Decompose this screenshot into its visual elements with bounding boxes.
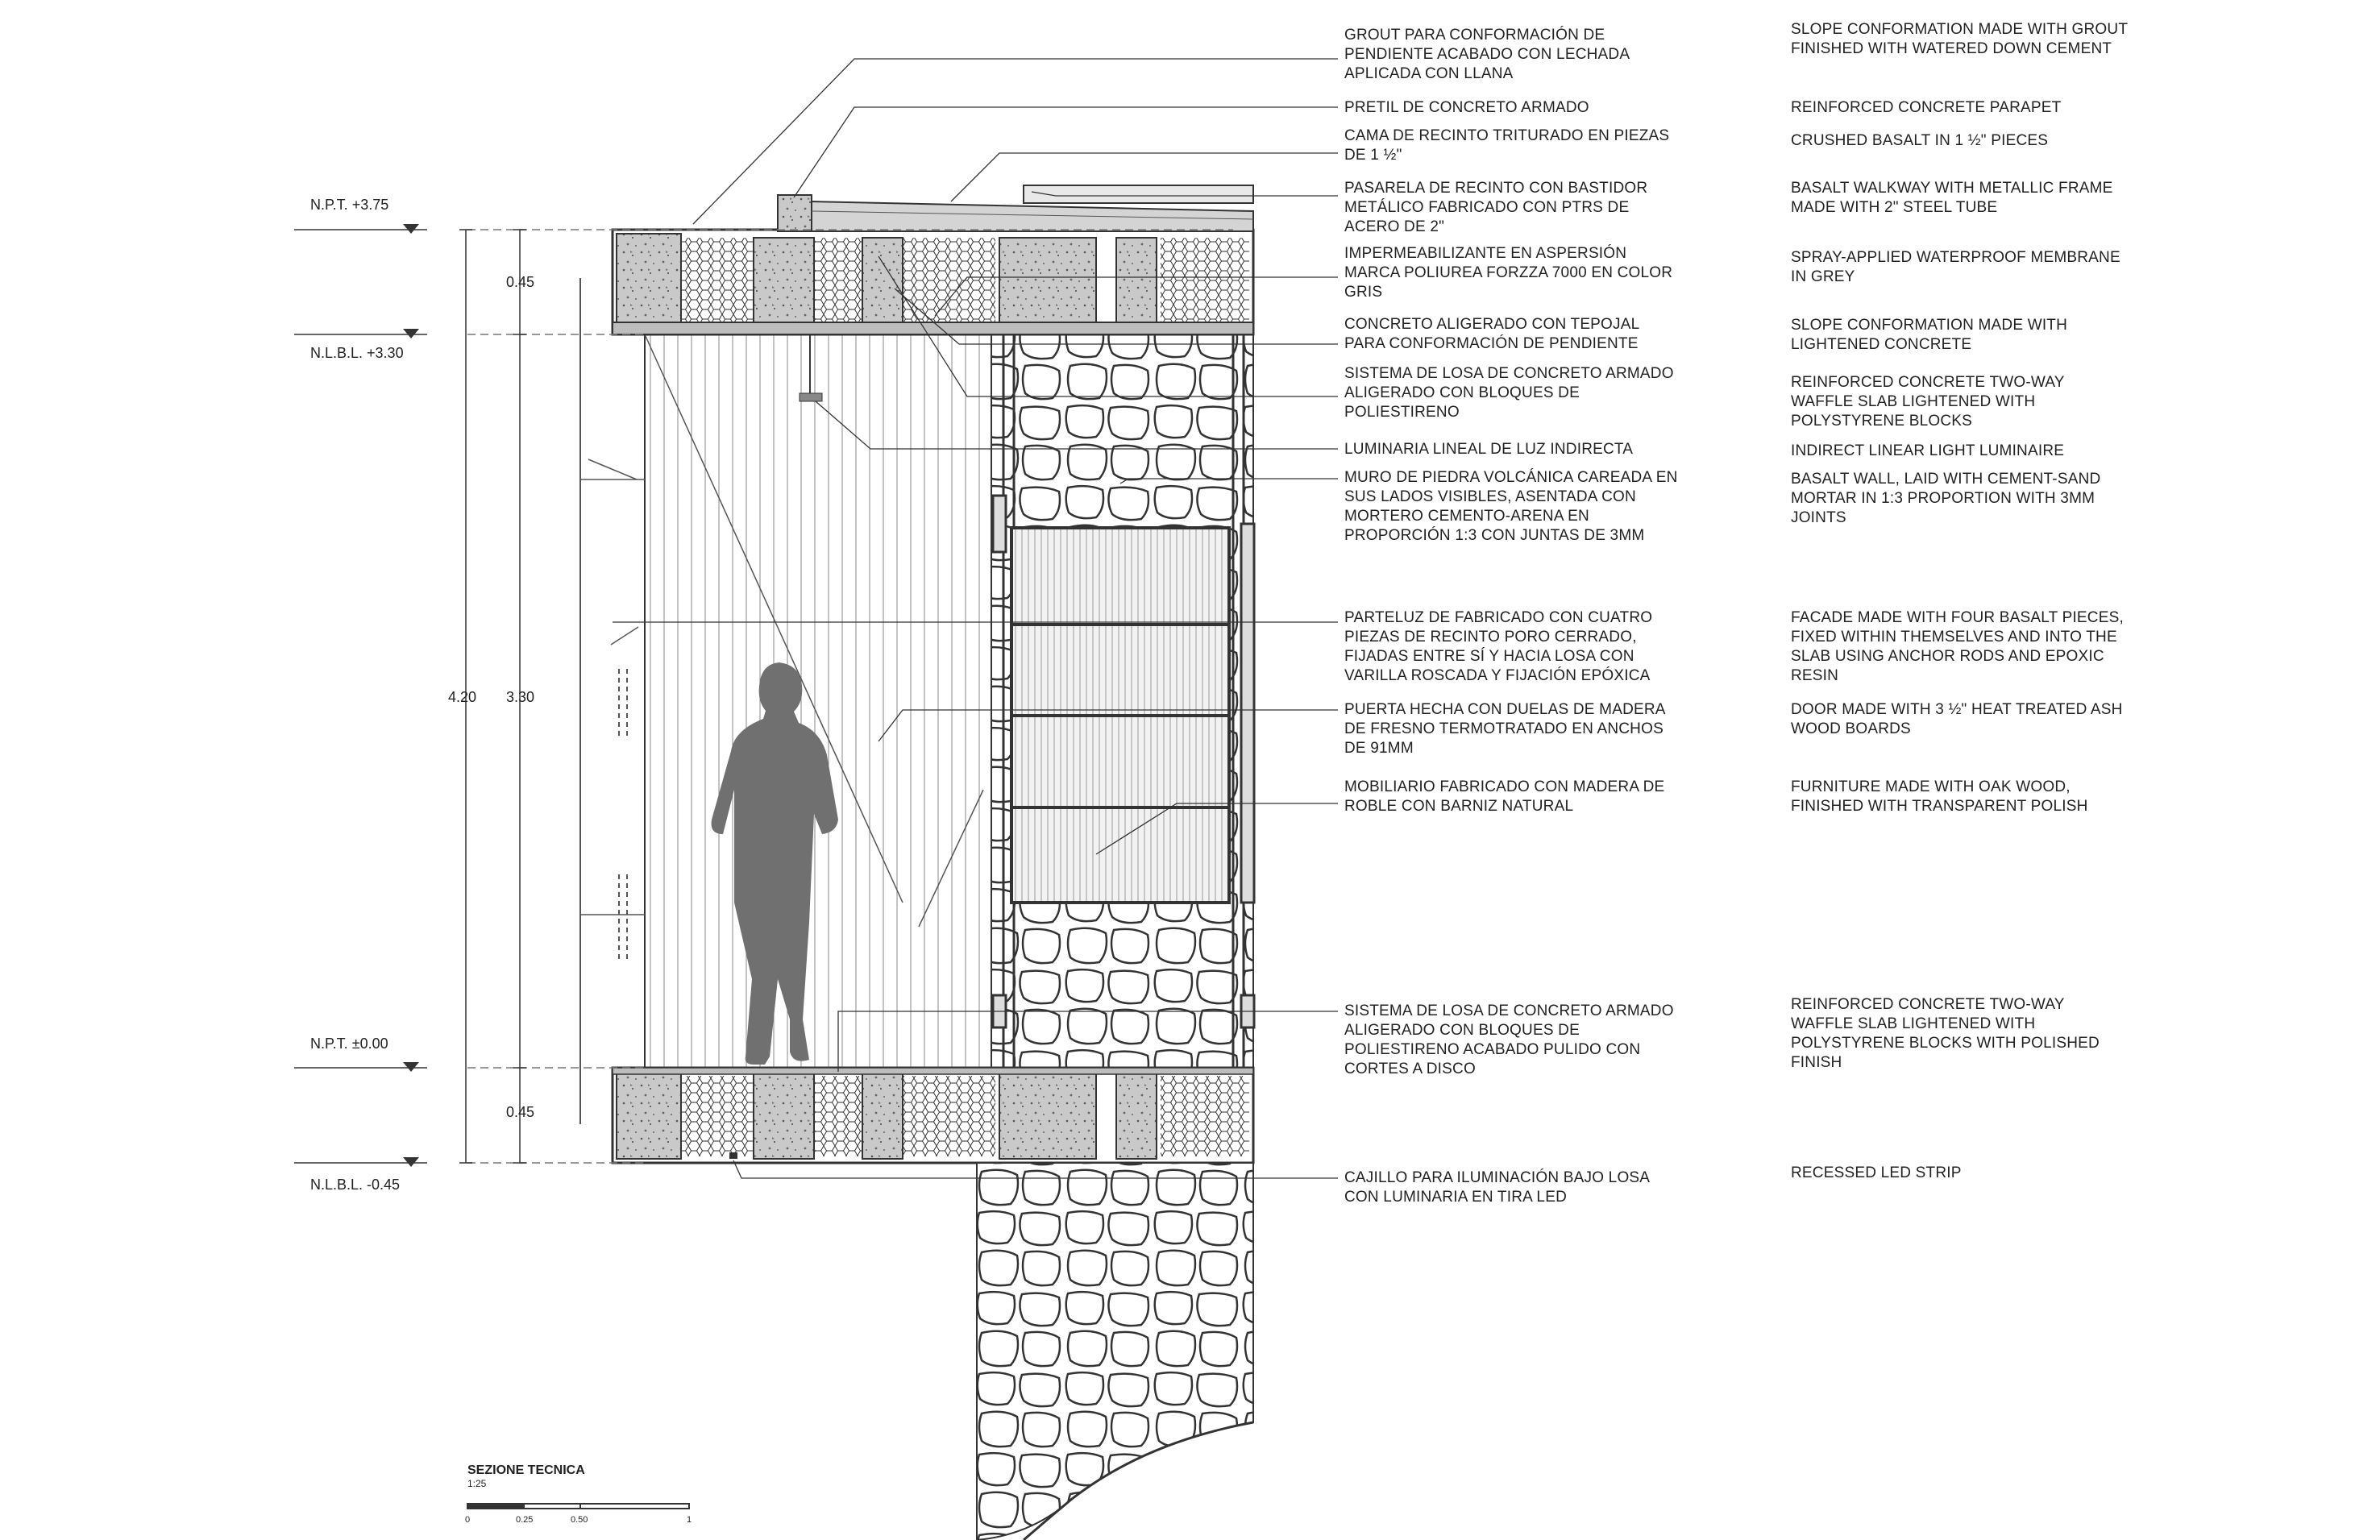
drawing-title: SEZIONE TECNICA (467, 1463, 585, 1477)
level-markers (403, 224, 419, 1167)
level-nlbl-bottom: N.L.B.L. -0.45 (310, 1177, 401, 1193)
level-npt-floor: N.P.T. ±0.00 (310, 1036, 388, 1052)
level-nlbl-top: N.L.B.L. +3.30 (310, 345, 404, 361)
note-en-9: BASALT WALL, LAID WITH CEMENT-SAND MORTAR IN 1:3 PROPORTION WITH 3MM JOINTS (1791, 471, 2101, 526)
scalebar-tick-0: 0 (465, 1515, 471, 1525)
scale-bar (467, 1504, 689, 1509)
note-es-3: CAMA DE RECINTO TRITURADO EN PIEZAS DE 1 ½" (1344, 127, 1670, 164)
scalebar-tick-1: 1 (687, 1515, 692, 1525)
note-en-14: RECESSED LED STRIP (1791, 1164, 1962, 1181)
scalebar-tick-050: 0.50 (571, 1515, 588, 1525)
note-en-8: INDIRECT LINEAR LIGHT LUMINAIRE (1791, 442, 2065, 459)
note-en-3: CRUSHED BASALT IN 1 ½" PIECES (1791, 132, 2049, 149)
note-es-5: IMPERMEABILIZANTE EN ASPERSIÓN MARCA POLIUREA FORZZA 7000 EN COLOR GRIS (1344, 245, 1673, 301)
note-en-6: SLOPE CONFORMATION MADE WITH LIGHTENED CONCRETE (1791, 317, 2068, 353)
note-en-13: REINFORCED CONCRETE TWO-WAY WAFFLE SLAB LIGHTENED WITH POLYSTYRENE BLOCKS WITH POLISHED FINISH (1791, 996, 2100, 1071)
note-en-10: FACADE MADE WITH FOUR BASALT PIECES, FIXED WITHIN THEMSELVES AND INTO THE SLAB USING ANCHOR RODS AND EPOXIC RESIN (1791, 609, 2124, 684)
dimension-clear: 3.30 (506, 689, 535, 705)
note-en-1: SLOPE CONFORMATION MADE WITH GROUT FINISHED WITH WATERED DOWN CEMENT (1791, 21, 2128, 57)
note-es-4: PASARELA DE RECINTO CON BASTIDOR METÁLICO FABRICADO CON PTRS DE ACERO DE 2" (1344, 180, 1648, 235)
note-es-11: PUERTA HECHA CON DUELAS DE MADERA DE FRESNO TERMOTRATADO EN ANCHOS DE 91MM (1344, 701, 1665, 757)
level-npt-top: N.P.T. +3.75 (310, 197, 389, 213)
note-en-11: DOOR MADE WITH 3 ½" HEAT TREATED ASH WOOD BOARDS (1791, 701, 2123, 737)
interior-hatch (645, 334, 983, 1068)
note-es-7: SISTEMA DE LOSA DE CONCRETO ARMADO ALIGERADO CON BLOQUES DE POLIESTIRENO (1344, 365, 1674, 421)
note-en-5: SPRAY-APPLIED WATERPROOF MEMBRANE IN GREY (1791, 249, 2120, 285)
note-es-6: CONCRETO ALIGERADO CON TEPOJAL PARA CONFORMACIÓN DE PENDIENTE (1344, 316, 1639, 352)
note-en-2: REINFORCED CONCRETE PARAPET (1791, 99, 2062, 116)
note-es-10: PARTELUZ DE FABRICADO CON CUATRO PIEZAS DE RECINTO PORO CERRADO, FIJADAS ENTRE SÍ Y HACIA LOSA CON VARILLA ROSCADA Y FIJACIÓN EPÓXICA (1344, 609, 1653, 684)
note-es-14: CAJILLO PARA ILUMINACIÓN BAJO LOSA CON LUMINARIA EN TIRA LED (1344, 1169, 1650, 1206)
foundation-wall (977, 1163, 1253, 1540)
note-en-4: BASALT WALKWAY WITH METALLIC FRAME MADE WITH 2" STEEL TUBE (1791, 180, 2113, 216)
note-es-13: SISTEMA DE LOSA DE CONCRETO ARMADO ALIGERADO CON BLOQUES DE POLIESTIRENO ACABADO PULIDO CON CORTES A DISCO (1344, 1002, 1674, 1077)
note-es-9: MURO DE PIEDRA VOLCÁNICA CAREADA EN SUS LADOS VISIBLES, ASENTADA CON MORTERO CEMENTO-ARENA EN PROPORCIÓN 1:3 CON JUNTAS DE 3MM (1344, 469, 1678, 544)
anchor-rods (613, 282, 645, 1112)
drawing-scale: 1:25 (467, 1478, 487, 1489)
note-en-7: REINFORCED CONCRETE TWO-WAY WAFFLE SLAB LIGHTENED WITH POLYSTYRENE BLOCKS (1791, 374, 2065, 430)
note-en-12: FURNITURE MADE WITH OAK WOOD, FINISHED WITH TRANSPARENT POLISH (1791, 778, 2088, 815)
dimension-total: 4.20 (448, 689, 477, 705)
scalebar-tick-025: 0.25 (516, 1515, 534, 1525)
floor-slab (613, 1068, 1253, 1163)
note-es-8: LUMINARIA LINEAL DE LUZ INDIRECTA (1344, 441, 1634, 458)
wood-door (1011, 528, 1229, 903)
note-es-1: GROUT PARA CONFORMACIÓN DE PENDIENTE ACABADO CON LECHADA APLICADA CON LLANA (1344, 27, 1630, 82)
note-es-12: MOBILIARIO FABRICADO CON MADERA DE ROBLE CON BARNIZ NATURAL (1344, 778, 1665, 815)
dimension-slab-bottom: 0.45 (506, 1104, 535, 1120)
note-es-2: PRETIL DE CONCRETO ARMADO (1344, 99, 1589, 116)
dimension-slab-top: 0.45 (506, 274, 535, 290)
